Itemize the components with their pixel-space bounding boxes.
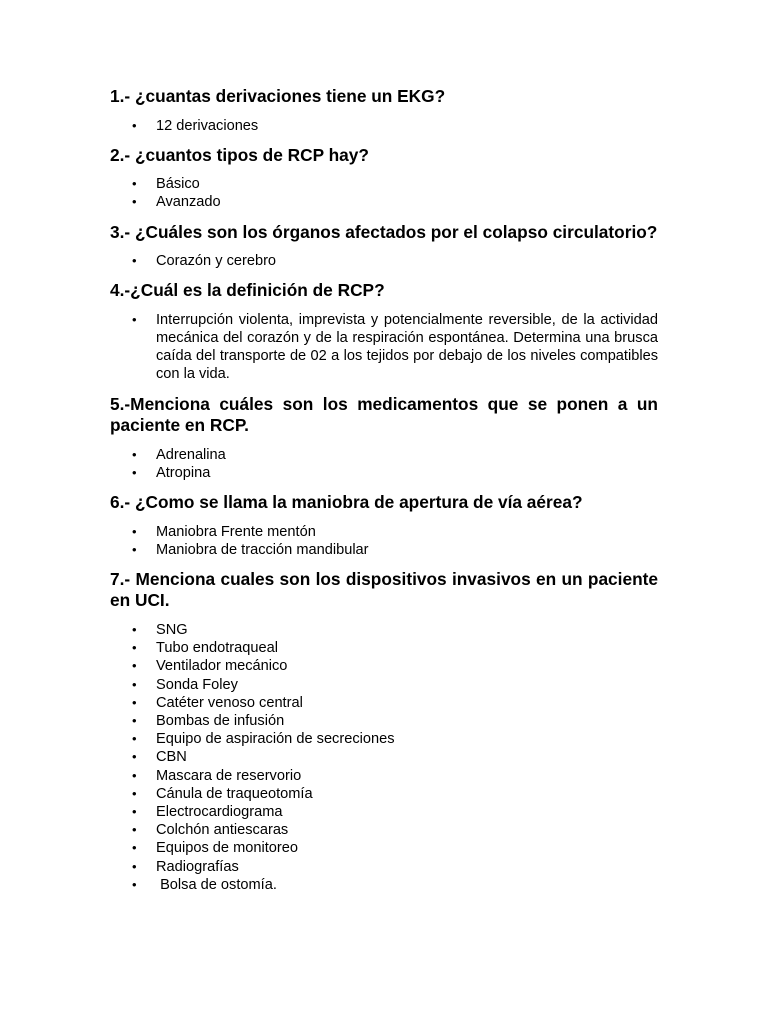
bullet-icon: • (132, 117, 137, 133)
bullet-icon: • (132, 694, 137, 710)
bullet-icon: • (132, 541, 137, 557)
bullet-icon: • (132, 803, 137, 819)
bullet-icon: • (132, 749, 137, 765)
bullet-icon: • (132, 712, 137, 728)
bullet-icon: • (132, 731, 137, 747)
answer-text: Equipos de monitoreo (156, 840, 298, 857)
answer-item (110, 446, 658, 464)
answer-item (110, 839, 658, 857)
answer-text: Adrenalina (156, 446, 226, 463)
answer-text: Mascara de reservorio (156, 767, 302, 784)
answer-item (110, 676, 658, 694)
answer-text: Bombas de infusión (156, 712, 285, 729)
answer-text: Catéter venoso central (156, 694, 303, 711)
answer-text: Básico (156, 176, 200, 193)
question-heading-2: 2.- ¿cuantos tipos de RCP hay? (110, 144, 369, 165)
bullet-icon: • (132, 176, 137, 192)
bullet-icon: • (132, 876, 137, 892)
question-heading-6: 6.- ¿Como se llama la maniobra de apertura de vía aérea? (110, 492, 583, 513)
question-list (110, 86, 663, 894)
answer-item (110, 657, 658, 675)
bullet-icon: • (132, 676, 137, 692)
bullet-icon: • (132, 858, 137, 874)
answer-text: Electrocardiograma (156, 803, 283, 820)
answer-text: Maniobra Frente mentón (156, 523, 316, 540)
answer-text: Colchón antiescaras (156, 822, 289, 839)
answer-item (110, 117, 658, 135)
answer-item (110, 821, 658, 839)
answer-item (110, 621, 658, 639)
bullet-icon: • (132, 621, 137, 637)
answer-text: CBN (156, 749, 187, 766)
bullet-icon: • (132, 523, 137, 539)
answer-item (110, 523, 658, 541)
bullet-icon: • (132, 253, 137, 269)
bullet-icon: • (132, 464, 137, 480)
answer-text: Radiografías (156, 858, 239, 875)
answer-item (110, 193, 658, 211)
answer-item (110, 803, 658, 821)
answer-item (110, 767, 658, 785)
answer-item (110, 541, 658, 559)
answer-item (110, 785, 658, 803)
answer-item (110, 175, 658, 193)
bullet-icon: • (132, 446, 137, 462)
answer-item (110, 730, 658, 748)
answer-text: Bolsa de ostomía. (156, 876, 277, 893)
bullet-icon: • (132, 785, 137, 801)
bullet-icon: • (132, 767, 137, 783)
answer-item (110, 876, 658, 894)
answer-list-2 (110, 175, 658, 211)
answer-item (110, 748, 658, 766)
bullet-icon: • (132, 311, 137, 327)
answer-item (110, 464, 658, 482)
answer-list-1 (110, 117, 658, 135)
answer-text: 12 derivaciones (156, 117, 259, 134)
answer-text: Avanzado (156, 194, 221, 211)
answer-item (110, 858, 658, 876)
answer-text: SNG (156, 621, 188, 638)
bullet-icon: • (132, 640, 137, 656)
answer-item (110, 694, 658, 712)
bullet-icon: • (132, 822, 137, 838)
answer-item (110, 639, 658, 657)
answer-text: Tubo endotraqueal (156, 640, 278, 657)
answer-item (110, 252, 658, 270)
answer-text: Sonda Foley (156, 676, 238, 693)
answer-list-7 (110, 621, 658, 894)
question-heading-4: 4.-¿Cuál es la definición de RCP? (110, 280, 385, 301)
answer-list-3 (110, 252, 658, 270)
bullet-icon: • (132, 658, 137, 674)
answer-item (110, 311, 663, 384)
answer-text: Corazón y cerebro (156, 253, 277, 270)
question-heading-5: 5.-Menciona cuáles son los medicamentos que se ponen a un paciente en RCP. (110, 393, 658, 436)
answer-text: Interrupción violenta, imprevista y potencialmente reversible, de la actividad mecánica del corazón y de la respiración espontánea. Determina una brusca caída del transporte de 02 a los tejidos por debajo de los niveles compatibles con la vida. (156, 311, 663, 383)
bullet-icon: • (132, 194, 137, 210)
question-heading-7: 7.- Menciona cuales son los dispositivos invasivos en un paciente en UCI. (110, 568, 658, 611)
answer-list-4 (110, 311, 663, 384)
answer-item (110, 712, 658, 730)
answer-text: Cánula de traqueotomía (156, 785, 313, 802)
answer-list-5 (110, 446, 658, 482)
answer-text: Atropina (156, 464, 211, 481)
question-heading-1: 1.- ¿cuantas derivaciones tiene un EKG? (110, 86, 446, 106)
bullet-icon: • (132, 840, 137, 856)
document-page (110, 86, 663, 904)
answer-text: Maniobra de tracción mandibular (156, 541, 369, 558)
answer-text: Equipo de aspiración de secreciones (156, 731, 395, 748)
answer-list-6 (110, 523, 658, 559)
question-heading-3: 3.- ¿Cuáles son los órganos afectados por el colapso circulatorio? (110, 221, 658, 242)
answer-text: Ventilador mecánico (156, 658, 288, 675)
